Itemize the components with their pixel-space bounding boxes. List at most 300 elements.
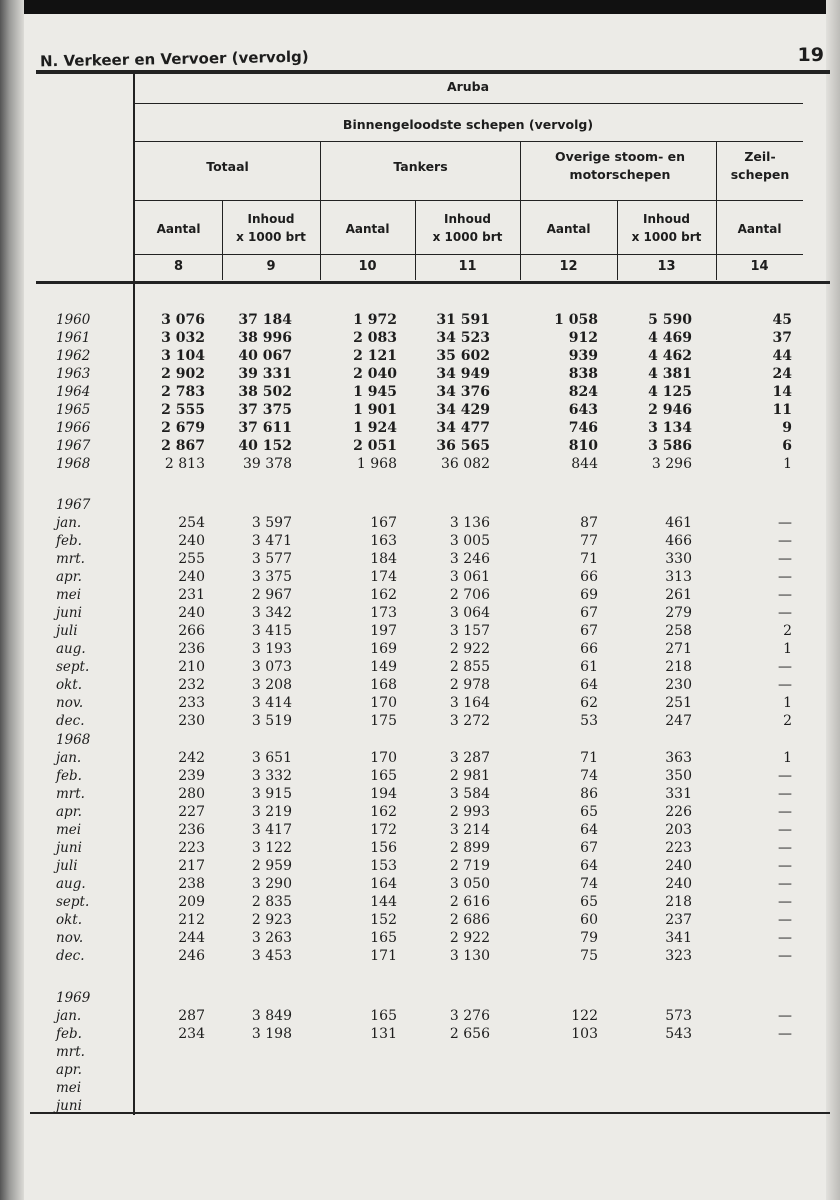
cell-value: 3 130: [449, 948, 490, 964]
table-row: [0, 947, 840, 965]
cell-value: —: [778, 822, 792, 838]
row-label: juni: [56, 840, 82, 856]
row-label: dec.: [56, 948, 85, 964]
cell-value: 240: [665, 876, 692, 892]
cell-value: 2 902: [161, 366, 205, 382]
row-label: juni: [56, 1098, 82, 1114]
row-label: 1960: [56, 312, 91, 328]
cell-value: —: [778, 840, 792, 856]
cell-value: 226: [665, 804, 692, 820]
cell-value: 164: [370, 876, 397, 892]
cell-value: 165: [370, 930, 397, 946]
cell-value: 3 849: [251, 1008, 292, 1024]
row-label: mrt.: [56, 551, 85, 567]
cell-value: 331: [665, 786, 692, 802]
cell-value: 3 290: [251, 876, 292, 892]
cell-value: 2 855: [449, 659, 490, 675]
row-label: sept.: [56, 894, 90, 910]
cell-value: 167: [370, 515, 397, 531]
row-label: jan.: [56, 750, 82, 766]
cell-value: 64: [580, 677, 598, 693]
table-row: [0, 640, 840, 658]
cell-value: 3 651: [251, 750, 292, 766]
table-row: [0, 821, 840, 839]
cell-value: 3 263: [251, 930, 292, 946]
cell-value: 40 067: [238, 348, 292, 364]
cell-value: 3 375: [251, 569, 292, 585]
row-label: aug.: [56, 641, 86, 657]
cell-value: 341: [665, 930, 692, 946]
cell-value: —: [778, 605, 792, 621]
cell-value: 3 122: [251, 840, 292, 856]
cell-value: 3 032: [161, 330, 205, 346]
cell-value: 152: [370, 912, 397, 928]
cell-value: 67: [580, 623, 598, 639]
subcolumn-header: Inhoud x 1000 brt: [631, 212, 702, 244]
cell-value: 64: [580, 822, 598, 838]
row-label: 1967: [56, 438, 91, 454]
cell-value: 237: [665, 912, 692, 928]
cell-value: 2 923: [251, 912, 292, 928]
column-number: 11: [458, 259, 477, 274]
column-number: 12: [559, 259, 578, 274]
row-label: feb.: [56, 533, 82, 549]
cell-value: —: [778, 948, 792, 964]
cell-value: 149: [370, 659, 397, 675]
cell-value: 11: [772, 402, 792, 418]
cell-value: 2 922: [449, 930, 490, 946]
cell-value: —: [778, 1008, 792, 1024]
cell-value: —: [778, 551, 792, 567]
table-row: [0, 365, 840, 383]
cell-value: 3 050: [449, 876, 490, 892]
cell-value: 3 915: [251, 786, 292, 802]
table-row: [0, 622, 840, 640]
cell-value: 3 104: [161, 348, 205, 364]
cell-value: —: [778, 659, 792, 675]
cell-value: 3 577: [251, 551, 292, 567]
cell-value: 31 591: [436, 312, 490, 328]
cell-value: 251: [665, 695, 692, 711]
cell-value: 239: [178, 768, 205, 784]
cell-value: 165: [370, 1008, 397, 1024]
cell-value: 2 083: [353, 330, 397, 346]
cell-value: —: [778, 533, 792, 549]
column-number: 10: [358, 259, 377, 274]
cell-value: 39 378: [243, 456, 292, 472]
cell-value: 36 082: [441, 456, 490, 472]
table-row: [0, 1061, 840, 1079]
row-label: 1967: [56, 497, 91, 513]
cell-value: 2 656: [449, 1026, 490, 1042]
cell-value: 1 945: [353, 384, 397, 400]
cell-value: 461: [665, 515, 692, 531]
cell-value: 2 813: [164, 456, 205, 472]
cell-value: 3 064: [449, 605, 490, 621]
cell-value: —: [778, 1026, 792, 1042]
cell-value: 144: [370, 894, 397, 910]
cell-value: 3 214: [449, 822, 490, 838]
cell-value: —: [778, 876, 792, 892]
table-row: [0, 311, 840, 329]
row-label: aug.: [56, 876, 86, 892]
cell-value: 1: [783, 750, 792, 766]
cell-value: 3 005: [449, 533, 490, 549]
page-number: 19: [797, 44, 824, 66]
cell-value: 2 967: [251, 587, 292, 603]
cell-value: 3 134: [648, 420, 692, 436]
cell-value: 3 296: [651, 456, 692, 472]
cell-value: 14: [772, 384, 792, 400]
column-number: 13: [657, 259, 676, 274]
row-label: mei: [56, 1080, 82, 1096]
cell-value: 77: [580, 533, 598, 549]
cell-value: 64: [580, 858, 598, 874]
row-label: 1968: [56, 732, 91, 748]
cell-value: 3 164: [449, 695, 490, 711]
cell-value: —: [778, 515, 792, 531]
row-label: okt.: [56, 677, 83, 693]
cell-value: 3 219: [251, 804, 292, 820]
table-row: [0, 893, 840, 911]
cell-value: 44: [772, 348, 792, 364]
column-number: 14: [750, 259, 769, 274]
cell-value: 71: [580, 551, 598, 567]
cell-value: 60: [580, 912, 598, 928]
cell-value: 838: [568, 366, 598, 382]
cell-value: 3 342: [251, 605, 292, 621]
row-label: mei: [56, 587, 82, 603]
cell-value: 3 272: [449, 713, 490, 729]
cell-value: 2 616: [449, 894, 490, 910]
cell-value: 227: [178, 804, 205, 820]
cell-value: 240: [178, 569, 205, 585]
cell-value: 1: [783, 695, 792, 711]
table-row: [0, 514, 840, 532]
cell-value: 4 125: [648, 384, 692, 400]
cell-value: 75: [580, 948, 598, 964]
cell-value: 34 477: [436, 420, 490, 436]
table-row: [0, 347, 840, 365]
table-row: [0, 712, 840, 730]
section-title: N. Verkeer en Vervoer (vervolg): [39, 47, 309, 71]
scan-top-edge: [0, 0, 840, 14]
table-subtitle: Binnengeloodste schepen (vervolg): [342, 117, 594, 132]
cell-value: 103: [571, 1026, 598, 1042]
cell-value: 65: [580, 894, 598, 910]
row-label: 1963: [56, 366, 91, 382]
cell-value: 66: [580, 569, 598, 585]
table-row: [0, 1079, 840, 1097]
cell-value: 844: [571, 456, 598, 472]
cell-value: 2 946: [648, 402, 692, 418]
table-row: [0, 694, 840, 712]
group-totaal: Totaal: [206, 159, 249, 174]
cell-value: 2 867: [161, 438, 205, 454]
cell-value: 168: [370, 677, 397, 693]
cell-value: 2 555: [161, 402, 205, 418]
cell-value: 153: [370, 858, 397, 874]
cell-value: 543: [665, 1026, 692, 1042]
cell-value: 218: [665, 894, 692, 910]
cell-value: 210: [178, 659, 205, 675]
cell-value: —: [778, 786, 792, 802]
table-row: [0, 496, 840, 514]
cell-value: 6: [782, 438, 792, 454]
cell-value: 573: [665, 1008, 692, 1024]
cell-value: 363: [665, 750, 692, 766]
cell-value: 2 922: [449, 641, 490, 657]
table-row: [0, 989, 840, 1007]
table-row: [0, 676, 840, 694]
table-row: [0, 568, 840, 586]
subcolumn-header: Inhoud x 1000 brt: [236, 212, 306, 244]
cell-value: 240: [178, 605, 205, 621]
rule-subtitle: [133, 141, 803, 142]
cell-value: 350: [665, 768, 692, 784]
cell-value: 87: [580, 515, 598, 531]
table-row: [0, 929, 840, 947]
table-row: [0, 785, 840, 803]
cell-value: 2 679: [161, 420, 205, 436]
cell-value: 3 415: [251, 623, 292, 639]
table-row: [0, 437, 840, 455]
cell-value: 2 981: [449, 768, 490, 784]
cell-value: —: [778, 858, 792, 874]
cell-value: 131: [370, 1026, 397, 1042]
row-label: apr.: [56, 1062, 82, 1078]
cell-value: 156: [370, 840, 397, 856]
row-label: 1966: [56, 420, 91, 436]
row-label: apr.: [56, 804, 82, 820]
cell-value: 3 287: [449, 750, 490, 766]
cell-value: 2 706: [449, 587, 490, 603]
cell-value: 1 901: [353, 402, 397, 418]
row-label: feb.: [56, 1026, 82, 1042]
cell-value: 236: [178, 641, 205, 657]
cell-value: 37 184: [238, 312, 292, 328]
table-row: [0, 749, 840, 767]
cell-value: 37 375: [238, 402, 292, 418]
cell-value: 212: [178, 912, 205, 928]
cell-value: 37: [772, 330, 792, 346]
cell-value: 34 949: [436, 366, 490, 382]
cell-value: 231: [178, 587, 205, 603]
cell-value: 746: [568, 420, 598, 436]
row-label: nov.: [56, 930, 84, 946]
cell-value: 194: [370, 786, 397, 802]
row-label: 1969: [56, 990, 91, 1006]
cell-value: —: [778, 894, 792, 910]
table-row: [0, 1007, 840, 1025]
cell-value: 1 972: [353, 312, 397, 328]
cell-value: 37 611: [238, 420, 292, 436]
cell-value: 3 597: [251, 515, 292, 531]
cell-value: 34 429: [436, 402, 490, 418]
header-bottom-rule: [36, 281, 830, 284]
cell-value: 67: [580, 605, 598, 621]
table-row: [0, 767, 840, 785]
cell-value: 217: [178, 858, 205, 874]
cell-value: 2 051: [353, 438, 397, 454]
group-overige: Overige stoom- en motorschepen: [554, 149, 685, 182]
cell-value: 3 076: [161, 312, 205, 328]
table-row: [0, 550, 840, 568]
row-label: jan.: [56, 515, 82, 531]
cell-value: 165: [370, 768, 397, 784]
cell-value: 1 058: [554, 312, 598, 328]
cell-value: 122: [571, 1008, 598, 1024]
row-label: juli: [56, 858, 78, 874]
row-label: feb.: [56, 768, 82, 784]
cell-value: 247: [665, 713, 692, 729]
cell-value: 45: [772, 312, 792, 328]
cell-value: 236: [178, 822, 205, 838]
cell-value: 86: [580, 786, 598, 802]
cell-value: 2 978: [449, 677, 490, 693]
cell-value: 2 835: [251, 894, 292, 910]
cell-value: 218: [665, 659, 692, 675]
cell-value: —: [778, 930, 792, 946]
cell-value: 223: [178, 840, 205, 856]
cell-value: 172: [370, 822, 397, 838]
subcolumn-header: Inhoud x 1000 brt: [432, 212, 503, 244]
cell-value: 238: [178, 876, 205, 892]
cell-value: 53: [580, 713, 598, 729]
cell-value: —: [778, 768, 792, 784]
cell-value: 254: [178, 515, 205, 531]
cell-value: 810: [568, 438, 598, 454]
cell-value: 3 276: [449, 1008, 490, 1024]
cell-value: 3 586: [648, 438, 692, 454]
row-label: okt.: [56, 912, 83, 928]
cell-value: 66: [580, 641, 598, 657]
cell-value: 330: [665, 551, 692, 567]
cell-value: 466: [665, 533, 692, 549]
row-label: mrt.: [56, 1044, 85, 1060]
table-row: [0, 839, 840, 857]
header-top-rule: [36, 70, 830, 74]
cell-value: 255: [178, 551, 205, 567]
cell-value: 3 584: [449, 786, 490, 802]
row-label: nov.: [56, 695, 84, 711]
cell-value: 38 996: [238, 330, 292, 346]
cell-value: 163: [370, 533, 397, 549]
row-label: juli: [56, 623, 78, 639]
cell-value: 643: [568, 402, 598, 418]
cell-value: 3 471: [251, 533, 292, 549]
cell-value: 173: [370, 605, 397, 621]
cell-value: 3 453: [251, 948, 292, 964]
cell-value: 171: [370, 948, 397, 964]
cell-value: 230: [665, 677, 692, 693]
cell-value: 2 993: [449, 804, 490, 820]
table-row: [0, 875, 840, 893]
cell-value: 34 376: [436, 384, 490, 400]
column-number: 8: [173, 259, 184, 274]
cell-value: 246: [178, 948, 205, 964]
table-row: [0, 401, 840, 419]
row-label: jan.: [56, 1008, 82, 1024]
cell-value: 4 462: [648, 348, 692, 364]
cell-value: 3 332: [251, 768, 292, 784]
cell-value: 71: [580, 750, 598, 766]
row-label: apr.: [56, 569, 82, 585]
row-label: juni: [56, 605, 82, 621]
cell-value: 3 208: [251, 677, 292, 693]
cell-value: 175: [370, 713, 397, 729]
group-tankers: Tankers: [393, 159, 448, 174]
cell-value: 323: [665, 948, 692, 964]
cell-value: 169: [370, 641, 397, 657]
cell-value: 230: [178, 713, 205, 729]
table-row: [0, 803, 840, 821]
cell-value: 223: [665, 840, 692, 856]
cell-value: 313: [665, 569, 692, 585]
cell-value: 2 719: [449, 858, 490, 874]
cell-value: 240: [178, 533, 205, 549]
cell-value: —: [778, 569, 792, 585]
cell-value: 79: [580, 930, 598, 946]
cell-value: 1 924: [353, 420, 397, 436]
cell-value: 244: [178, 930, 205, 946]
region-heading: Aruba: [446, 79, 490, 94]
subcolumn-header: Aantal: [546, 222, 591, 236]
cell-value: 65: [580, 804, 598, 820]
cell-value: 3 198: [251, 1026, 292, 1042]
cell-value: 197: [370, 623, 397, 639]
table-row: [0, 658, 840, 676]
subcolumn-header: Aantal: [156, 222, 201, 236]
rule-groups: [133, 200, 803, 201]
cell-value: 261: [665, 587, 692, 603]
cell-value: 74: [580, 768, 598, 784]
cell-value: —: [778, 804, 792, 820]
cell-value: 2 121: [353, 348, 397, 364]
row-label: dec.: [56, 713, 85, 729]
table-row: [0, 329, 840, 347]
cell-value: 184: [370, 551, 397, 567]
cell-value: 5 590: [648, 312, 692, 328]
cell-value: 170: [370, 695, 397, 711]
cell-value: 40 152: [238, 438, 292, 454]
row-label: 1961: [56, 330, 91, 346]
cell-value: 824: [568, 384, 598, 400]
cell-value: 170: [370, 750, 397, 766]
row-label: mrt.: [56, 786, 85, 802]
row-label: 1968: [56, 456, 91, 472]
table-row: [0, 911, 840, 929]
cell-value: 9: [782, 420, 792, 436]
cell-value: 162: [370, 804, 397, 820]
cell-value: 3 417: [251, 822, 292, 838]
cell-value: 2 686: [449, 912, 490, 928]
cell-value: 162: [370, 587, 397, 603]
cell-value: 3 414: [251, 695, 292, 711]
row-label: 1965: [56, 402, 91, 418]
row-label: sept.: [56, 659, 90, 675]
table-row: [0, 419, 840, 437]
subcolumn-header: Aantal: [737, 222, 782, 236]
cell-value: 3 136: [449, 515, 490, 531]
table-row: [0, 731, 840, 749]
cell-value: —: [778, 587, 792, 603]
cell-value: 266: [178, 623, 205, 639]
cell-value: 174: [370, 569, 397, 585]
table-row: [0, 857, 840, 875]
cell-value: 69: [580, 587, 598, 603]
cell-value: 242: [178, 750, 205, 766]
